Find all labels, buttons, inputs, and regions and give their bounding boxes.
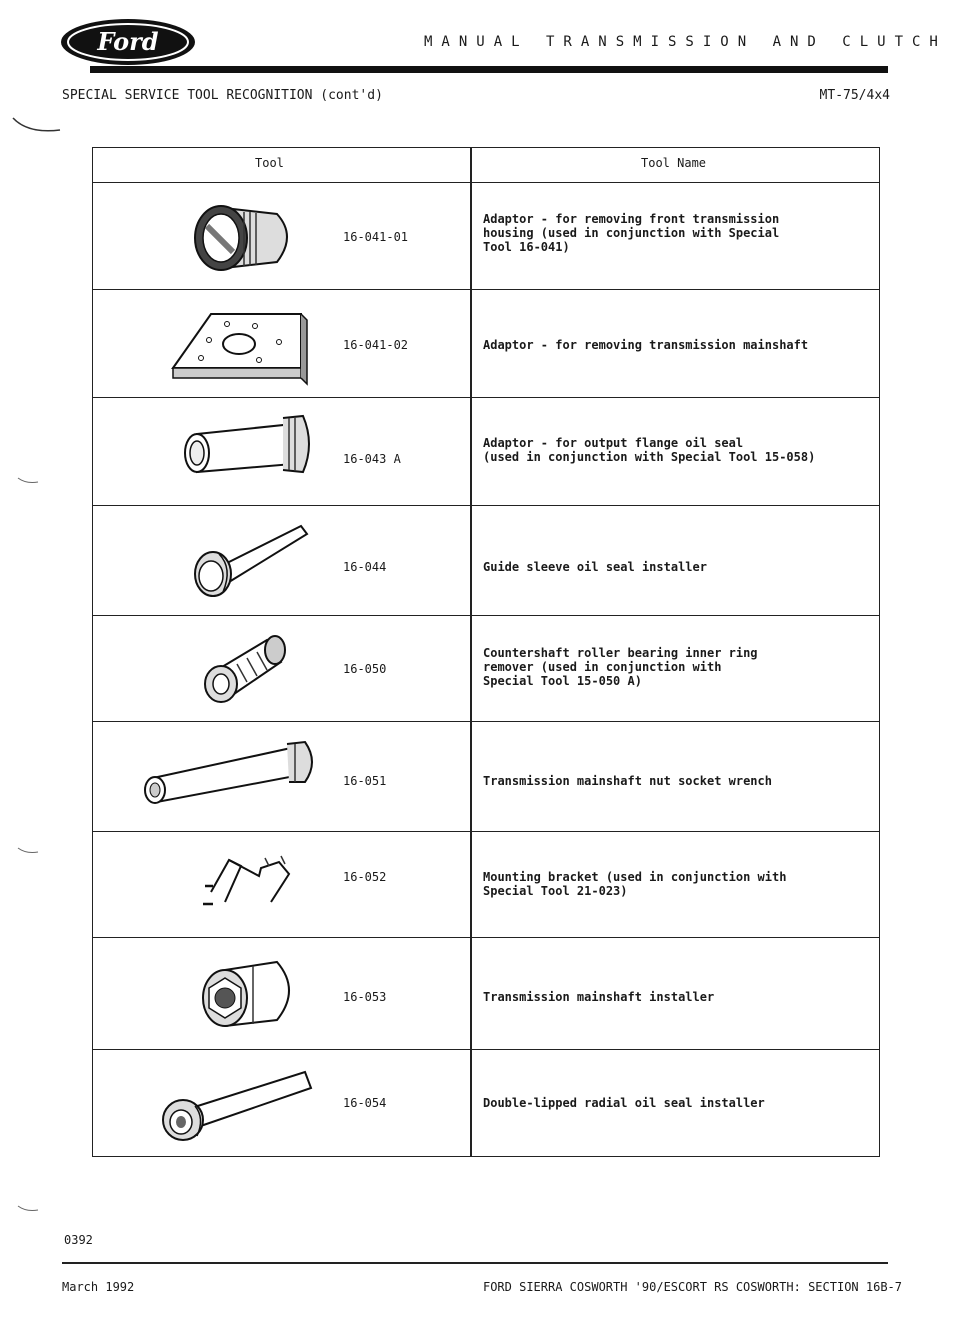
tool-name: Mounting bracket (used in conjunction with Special Tool 21-023) xyxy=(483,870,787,898)
table-row xyxy=(93,722,879,832)
footer-rule xyxy=(62,1262,888,1264)
margin-mark xyxy=(14,1198,44,1218)
tool-name: Double-lipped radial oil seal installer xyxy=(483,1096,765,1110)
tool-code: 16-053 xyxy=(343,990,387,1004)
perforated-plate-adaptor-icon xyxy=(169,302,319,388)
table-header xyxy=(93,148,879,183)
section-title: MANUAL TRANSMISSION AND CLUTCH xyxy=(424,34,947,50)
tool-code: 16-041-01 xyxy=(343,230,409,244)
tool-code: 16-041-02 xyxy=(343,338,409,352)
ford-logo xyxy=(58,16,198,68)
table-row xyxy=(93,290,879,398)
tool-code: 16-054 xyxy=(343,1096,387,1110)
column-header-tool-name: Tool Name xyxy=(641,156,707,170)
seal-installer-shaft-icon xyxy=(155,1066,325,1146)
sleeve-adaptor-icon xyxy=(175,412,325,482)
table-row xyxy=(93,832,879,938)
tool-name: Transmission mainshaft installer xyxy=(483,990,715,1004)
socket-wrench-icon xyxy=(139,736,329,812)
tool-name: Adaptor - for removing transmission mainshaft xyxy=(483,338,809,352)
mounting-bracket-icon xyxy=(201,846,311,912)
guide-sleeve-installer-icon xyxy=(189,520,319,600)
margin-mark xyxy=(14,840,44,860)
table-row xyxy=(93,506,879,616)
logo-text: Ford xyxy=(97,27,159,56)
tool-name: Adaptor - for removing front transmission housing (used in conjunction with Special Tool 16-041) xyxy=(483,212,780,254)
table-row xyxy=(93,616,879,722)
tool-name: Countershaft roller bearing inner ring remover (used in conjunction with Special Tool 15-050 A) xyxy=(483,646,758,688)
reference-code: MT-75/4x4 xyxy=(819,88,890,103)
header-rule xyxy=(90,66,888,73)
column-header-tool: Tool xyxy=(255,156,284,170)
table-row xyxy=(93,938,879,1050)
margin-mark xyxy=(14,470,44,490)
table-row xyxy=(93,398,879,506)
tool-name: Transmission mainshaft nut socket wrench xyxy=(483,774,772,788)
publication-reference: FORD SIERRA COSWORTH '90/ESCORT RS COSWORTH: SECTION 16B-7 xyxy=(482,1280,902,1294)
tool-code: 16-044 xyxy=(343,560,387,574)
threaded-ring-adaptor-icon xyxy=(189,196,309,276)
tool-code: 16-051 xyxy=(343,774,387,788)
tool-table xyxy=(92,147,880,1157)
page-subheading: SPECIAL SERVICE TOOL RECOGNITION (cont'd) xyxy=(62,88,383,103)
table-row xyxy=(93,182,879,290)
table-row xyxy=(93,1050,879,1156)
publication-date: March 1992 xyxy=(62,1280,135,1294)
tool-code: 16-043 A xyxy=(343,452,401,466)
mainshaft-installer-icon xyxy=(197,952,307,1032)
page-stamp: 0392 xyxy=(64,1233,93,1247)
margin-mark xyxy=(8,110,68,140)
tool-name: Guide sleeve oil seal installer xyxy=(483,560,707,574)
collet-remover-icon xyxy=(197,630,297,706)
tool-code: 16-052 xyxy=(343,870,387,884)
tool-code: 16-050 xyxy=(343,662,387,676)
tool-name: Adaptor - for output flange oil seal (used in conjunction with Special Tool 15-058) xyxy=(483,436,816,464)
